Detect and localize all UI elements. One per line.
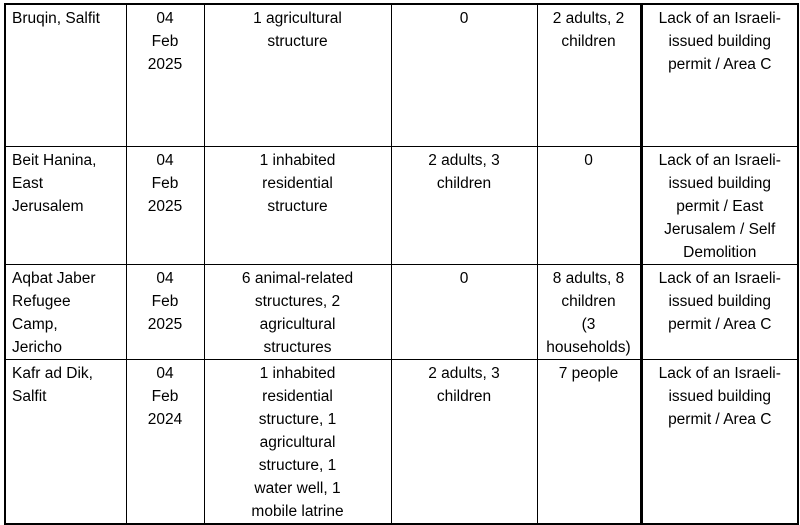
displaced-cell: 0 [391,265,537,360]
date-cell: 04 Feb 2025 [126,4,204,147]
affected-cell: 0 [537,147,641,265]
date-cell: 04 Feb 2024 [126,360,204,525]
affected-cell: 7 people [537,360,641,525]
table-row [5,147,798,265]
affected-cell: 2 adults, 2 children [537,4,641,147]
reason-cell: Lack of an Israeli- issued building permit / Area C [641,360,798,525]
location-cell: Bruqin, Salfit [5,4,126,147]
table-row [5,4,798,147]
date-cell: 04 Feb 2025 [126,147,204,265]
table-row [5,360,798,525]
structures-cell: 1 inhabited residential structure, 1 agricultural structure, 1 water well, 1 mobile latrine [204,360,391,525]
reason-cell: Lack of an Israeli- issued building permit / Area C [641,4,798,147]
affected-cell: 8 adults, 8 children (3 households) [537,265,641,360]
displaced-cell: 2 adults, 3 children [391,147,537,265]
displaced-cell: 0 [391,4,537,147]
reason-cell: Lack of an Israeli- issued building permit / East Jerusalem / Self Demolition [641,147,798,265]
structures-cell: 6 animal-related structures, 2 agricultural structures [204,265,391,360]
displaced-cell: 2 adults, 3 children [391,360,537,525]
location-cell: Aqbat Jaber Refugee Camp, Jericho [5,265,126,360]
structures-cell: 1 inhabited residential structure [204,147,391,265]
structures-cell: 1 agricultural structure [204,4,391,147]
table-row [5,265,798,360]
reason-cell: Lack of an Israeli- issued building permit / Area C [641,265,798,360]
date-cell: 04 Feb 2025 [126,265,204,360]
location-cell: Beit Hanina, East Jerusalem [5,147,126,265]
demolitions-table [4,3,799,525]
location-cell: Kafr ad Dik, Salfit [5,360,126,525]
